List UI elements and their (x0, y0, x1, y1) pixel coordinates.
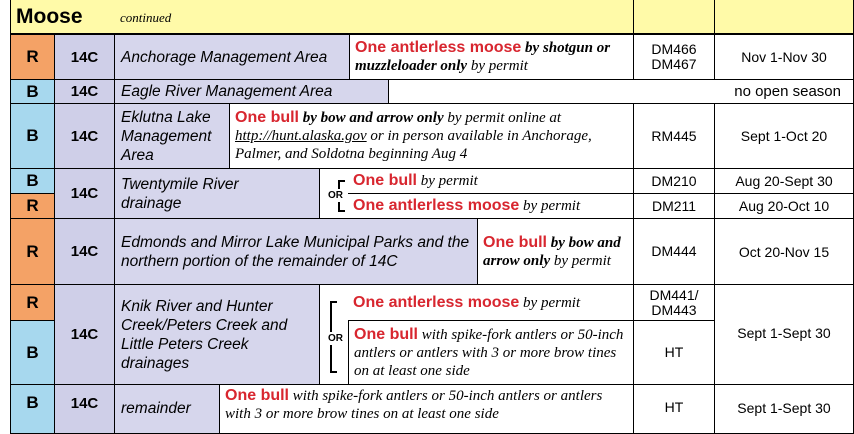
bag-limit-red: One antlerless moose (353, 293, 520, 311)
residency-code: R (10, 284, 55, 321)
bag-limit-text: by permit (519, 198, 581, 214)
season-dates: Nov 1-Nov 30 (714, 34, 854, 80)
bag-limit-red: One bull (353, 172, 417, 189)
residency-code: B (10, 103, 55, 169)
section-title: Moose (16, 5, 83, 28)
residency-code: R (10, 218, 55, 285)
section-subtitle: continued (120, 10, 172, 25)
season-dates (714, 384, 854, 434)
bag-limit-method: by bow and arrow only (483, 234, 621, 269)
hunt-number: HT (633, 320, 715, 385)
unit-label: 14C (54, 103, 115, 169)
hunt-number: DM210 (633, 168, 715, 194)
area-name (114, 168, 320, 219)
season-dates: Oct 20-Nov 15 (714, 218, 854, 285)
unit-label: 14C (54, 384, 115, 434)
bracket-tick (338, 180, 345, 182)
hunt-number (633, 384, 715, 434)
residency-code: B (10, 168, 55, 194)
residency-code: B (10, 79, 55, 104)
hunt-number-text: DM441/ DM443 (649, 286, 699, 318)
bag-limit-method: by bow and arrow only (299, 110, 444, 126)
header-divider (714, 0, 715, 34)
area-name (114, 284, 320, 385)
bag-limit-text-2: or in person available in Anchorage, Palmer, and Soldotna beginning Aug 4 (235, 128, 592, 162)
bag-limit-text: with spike-fork antlers or 50-inch antlers or antlers with 3 or more brow tines on at least one side (354, 326, 624, 379)
bag-limit-text: by permit (417, 173, 478, 189)
season-dates-text: Sept 1-Sept 30 (737, 325, 831, 341)
bag-limit-text: by permit (467, 58, 528, 74)
season-dates: Aug 20-Oct 10 (714, 193, 854, 219)
residency-code: R (10, 34, 55, 80)
season-dates (388, 79, 854, 104)
area-name-text: Knik River and Hunter Creek/Peters Creek and Little Peters Creek drainages (121, 297, 288, 372)
bag-limit-text: by permit (519, 294, 581, 311)
bag-limit-text: by permit online at (443, 110, 562, 126)
area-name: Edmonds and Mirror Lake Municipal Parks and the northern portion of the remainder of 14C (114, 218, 478, 285)
header-divider (633, 0, 634, 34)
season-dates: Sept 1-Oct 20 (714, 103, 854, 169)
area-name: Eklutna Lake Management Area (114, 103, 230, 169)
unit-label: 14C (54, 79, 115, 104)
bracket-tick (338, 210, 345, 212)
unit-label: 14C (54, 168, 115, 219)
bag-limit-red: One antlerless moose (355, 39, 522, 56)
bag-limit-red: One bull (225, 387, 289, 404)
hunt-number (633, 34, 715, 80)
hunt-link[interactable]: http://hunt.alaska.gov (235, 128, 367, 144)
bag-limit (219, 384, 634, 434)
season-dates: Aug 20-Sept 30 (714, 168, 854, 194)
hunt-number: DM444 (633, 218, 715, 285)
residency-code: R (10, 193, 55, 219)
area-name-text: Twentymile River drainage (121, 175, 239, 212)
hunt-number: DM211 (633, 193, 715, 219)
bag-limit-method: by shotgun or muzzleloader only (355, 40, 611, 74)
bag-limit (348, 320, 634, 385)
bag-limit-text: with spike-fork antlers or 50-inch antlers or antlers with 3 or more brow tines on at least one side (225, 388, 603, 422)
unit-label: 14C (54, 34, 115, 80)
bag-limit (348, 168, 634, 194)
hunt-number: RM445 (633, 103, 715, 169)
hunt-number-text: HT (664, 399, 684, 415)
hunt-number-text: DM466 DM467 (651, 41, 697, 72)
bag-limit (348, 284, 634, 321)
season-dates (714, 284, 854, 385)
bag-limit-red: One bull (354, 325, 418, 343)
bracket-tick (330, 301, 337, 303)
bag-limit-red: One antlerless moose (353, 197, 520, 214)
unit-label: 14C (54, 284, 115, 385)
bag-limit-red: One bull (235, 109, 299, 126)
bag-limit (477, 218, 634, 285)
season-dates-text: Sept 1-Sept 30 (737, 400, 831, 416)
area-name: Eagle River Management Area (114, 79, 389, 104)
bracket-tick (330, 371, 337, 373)
or-label: OR (328, 333, 343, 344)
bag-limit-red: One bull (483, 233, 547, 251)
bag-limit (349, 34, 634, 80)
residency-code: B (10, 320, 55, 385)
bag-limit (229, 103, 634, 169)
bag-limit-text: by permit (550, 252, 611, 269)
bag-limit (348, 193, 634, 219)
residency-code: B (10, 384, 55, 434)
area-name-text: remainder (121, 400, 191, 417)
no-season-text: no open season (734, 83, 841, 100)
hunt-number (633, 284, 715, 321)
unit-label: 14C (54, 218, 115, 285)
area-name: Anchorage Management Area (114, 34, 350, 80)
or-label: OR (328, 190, 343, 201)
area-name (114, 384, 220, 434)
